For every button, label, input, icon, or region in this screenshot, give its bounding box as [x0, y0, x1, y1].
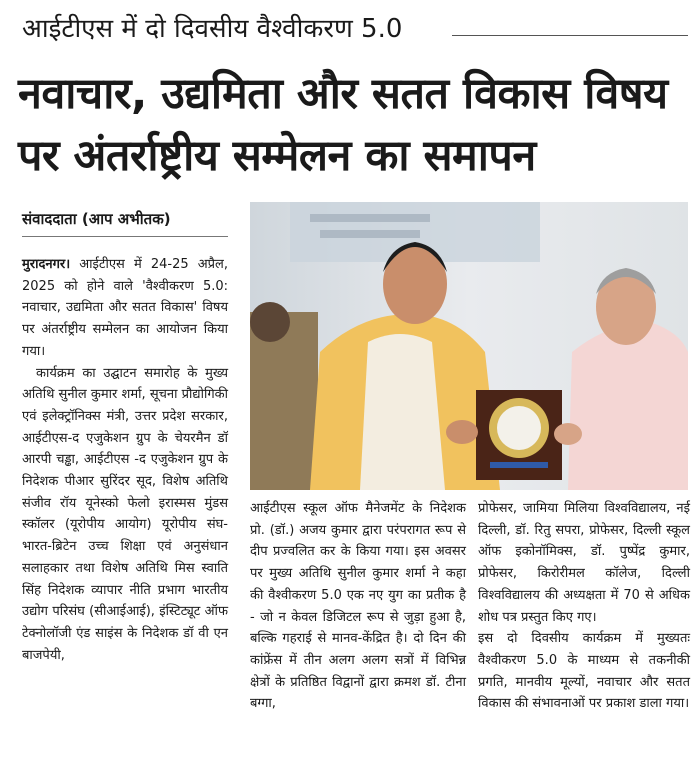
kicker-headline: आईटीएस में दो दिवसीय वैश्वीकरण 5.0: [22, 14, 403, 44]
dateline: मुरादनगर।: [22, 257, 71, 272]
article-paragraph-5: इस दो दिवसीय कार्यक्रम में मुख्यतः वैश्वीकरण 5.0 के माध्यम से तकनीकी प्रगति, मानवीय मूल्यों, नवाचार और सतत विकास की संभावनाओं पर प्रकाश डाला गया।: [478, 631, 690, 712]
byline-rule: [22, 236, 228, 237]
article-column-3: [478, 498, 690, 715]
article-column-1: [22, 254, 228, 666]
article-paragraph-4: प्रोफेसर, जामिया मिलिया विश्वविद्यालय, नई दिल्ली, डॉ. रितु सपरा, प्रोफेसर, दिल्ली स्कूल ऑफ इकोनॉमिक्स, डॉ. पुष्पेंद्र कुमार, प्रोफेसर, किरोरीमल कॉलेज, दिल्ली विश्वविद्यालय की अध्यक्षता में 70 से अधिक शोध पत्र प्रस्तुत किए गए।: [478, 501, 690, 625]
kicker-rule: [452, 35, 688, 36]
byline: संवाददाता (आप अभीतक): [22, 210, 171, 228]
article-paragraph-3: आईटीएस स्कूल ऑफ मैनेजमेंट के निदेशक प्रो. (डॉ.) अजय कुमार द्वारा परंपरागत रूप से दीप प्रज्वलित कर के किया गया। इस अवसर पर मुख्य अतिथि सुनील कुमार शर्मा ने कहा की वैश्वीकरण 5.0 एक नए युग का प्रतीक है - जो न केवल डिजिटल रूप से जुड़ा हुआ है, बल्कि गहराई से मानव-केंद्रित है। दो दिन की कांफ्रेंस में तीन अलग अलग सत्रों में विभिन्न क्षेत्रों के प्रतिष्ठित विद्वानों द्वारा क्रमश डॉ. टीना बग्गा,: [250, 501, 466, 712]
headline-line-1: नवाचार, उद्यमिता और सतत विकास विषय: [18, 69, 668, 119]
article-column-2: [250, 498, 466, 715]
article-paragraph-2: कार्यक्रम का उद्घाटन समारोह के मुख्य अतिथि सुनील कुमार शर्मा, सूचना प्रौद्योगिकी एवं इलेक्ट्रॉनिक्स मंत्री, उत्तर प्रदेश सरकार, आईटीएस-द एजुकेशन ग्रुप के चेयरमैन डॉ आरपी चड्ढा, आईटीएस -द एजुकेशन ग्रुप के निदेशक पीआर सुरिंदर सूद, विशेष अतिथि संजीव रॉय यूनेस्को फेलो इरास्मस मुंडस स्कॉलर (यूरोपीय आयोग) यूरोपीय संघ-भारत-ब्रिटेन उच्च शिक्षा एवं अनुसंधान सलाहकार तथा विशेष अतिथि मिस स्वाति सिंह निदेशक व्यापार नीति प्रभाग भारतीय उद्योग परिसंघ (सीआईआई), इंस्टिट्यूट ऑफ टेक्नोलॉजी एंड साइंस के निदेशक डॉ वी एन बाजपेयी,: [22, 365, 228, 663]
article-paragraph-1: [22, 254, 228, 363]
headline-line-2: पर अंतर्राष्ट्रीय सम्मेलन का समापन: [18, 131, 536, 181]
paragraph-1-text: आईटीएस में 24-25 अप्रैल, 2025 को होने वाले 'वैश्वीकरण 5.0: नवाचार, उद्यमिता और सतत विकास' विषय पर अंतर्राष्ट्रीय सम्मेलन का आयोजन किया गया।: [22, 257, 228, 359]
event-photo: [250, 202, 688, 490]
